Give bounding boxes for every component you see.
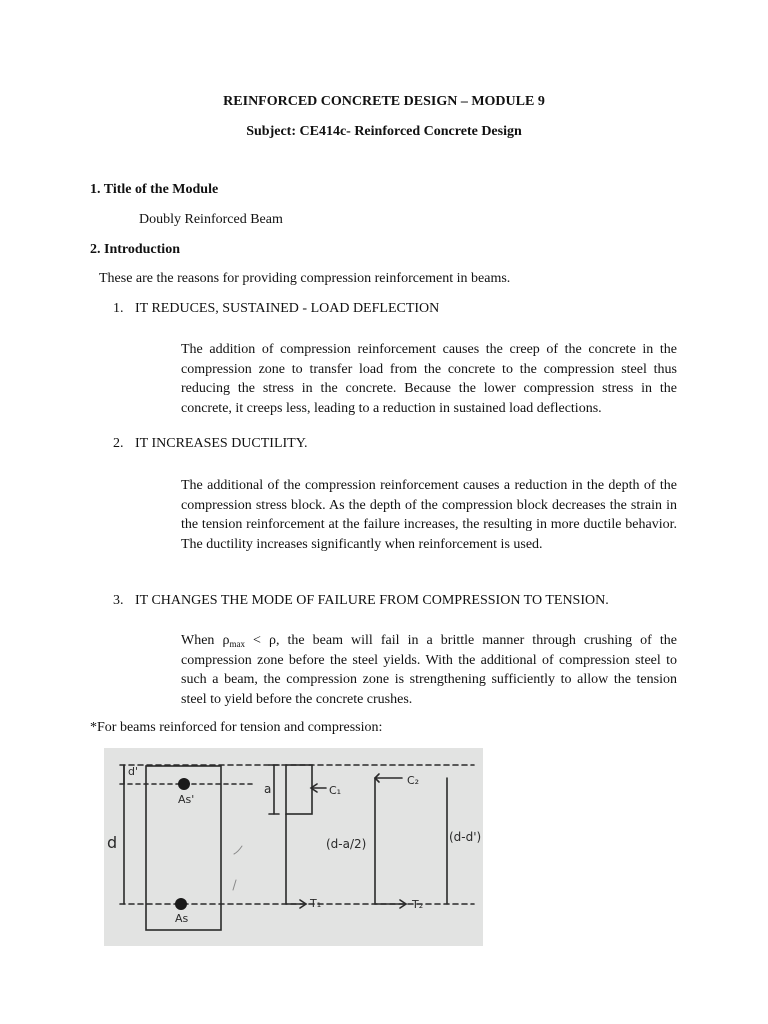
reason-number: 2. — [113, 436, 124, 451]
reason-number: 3. — [113, 593, 124, 608]
figure-note: *For beams reinforced for tension and compression: — [90, 720, 383, 735]
t1-label: T₁ — [310, 897, 322, 910]
document-title: REINFORCED CONCRETE DESIGN – MODULE 9 — [223, 94, 545, 109]
body-rest: < ρ, the beam will fail in a brittle manner through crushing of the compression zone before the steel yields. With the additional of compression steel to such a beam, the compression zone is strengthening sufficiently to allow the tension steel to yield before the concrete crushes. — [181, 633, 677, 707]
compression-steel-bar — [178, 778, 190, 790]
body-when: When — [181, 633, 223, 648]
reason-item-3 — [113, 593, 609, 609]
reason-number: 1. — [113, 301, 124, 316]
stress-block — [286, 765, 312, 814]
t2-label: T₂ — [412, 898, 424, 911]
reason-heading: IT INCREASES DUCTILITY. — [135, 436, 308, 451]
lever-arm-2-label: (d-d') — [449, 830, 482, 844]
reason-item-1 — [113, 301, 439, 317]
module-title: Doubly Reinforced Beam — [139, 212, 283, 227]
d-prime-label: d' — [128, 765, 139, 778]
tension-steel-bar — [175, 898, 187, 910]
rho-symbol: ρ — [222, 633, 230, 648]
reason-body-1: The addition of compression reinforcement causes the creep of the concrete in the compression zone to transfer load from the concrete to the compression steel thus reducing the stress in the concrete. Because the lower compression stress in the concrete, it creeps less, leading to a reduction in sustained load deflections. — [181, 342, 677, 416]
d-label: d — [107, 833, 118, 852]
reason-item-2 — [113, 436, 308, 452]
section-heading-title: 1. Title of the Module — [90, 182, 219, 197]
as-label: As — [175, 912, 189, 925]
section-heading-introduction: 2. Introduction — [90, 242, 180, 257]
c2-label: C₂ — [407, 774, 420, 787]
reason-heading: IT CHANGES THE MODE OF FAILURE FROM COMPRESSION TO TENSION. — [135, 593, 609, 608]
as-prime-label: As' — [178, 793, 195, 806]
reason-body-3 — [181, 631, 677, 709]
introduction-lead: These are the reasons for providing compression reinforcement in beams. — [99, 271, 511, 286]
beam-sketch-image — [104, 748, 483, 946]
reason-body-2: The additional of the compression reinforcement causes a reduction in the depth of the compression stress block. As the depth of the compression block decreases the strain in the tension reinforcement at the failure increases, the resulting in more ductile behavior. The ductility increases significantly when reinforcement is used. — [181, 478, 677, 552]
a-label: a — [264, 782, 272, 796]
c1-label: C₁ — [329, 784, 342, 797]
lever-arm-1-label: (d-a/2) — [326, 837, 367, 851]
reason-heading: IT REDUCES, SUSTAINED - LOAD DEFLECTION — [135, 301, 440, 316]
rho-subscript: max — [229, 639, 245, 649]
beam-sketch-drawing — [104, 748, 483, 946]
document-subject: Subject: CE414c- Reinforced Concrete Design — [246, 124, 522, 139]
